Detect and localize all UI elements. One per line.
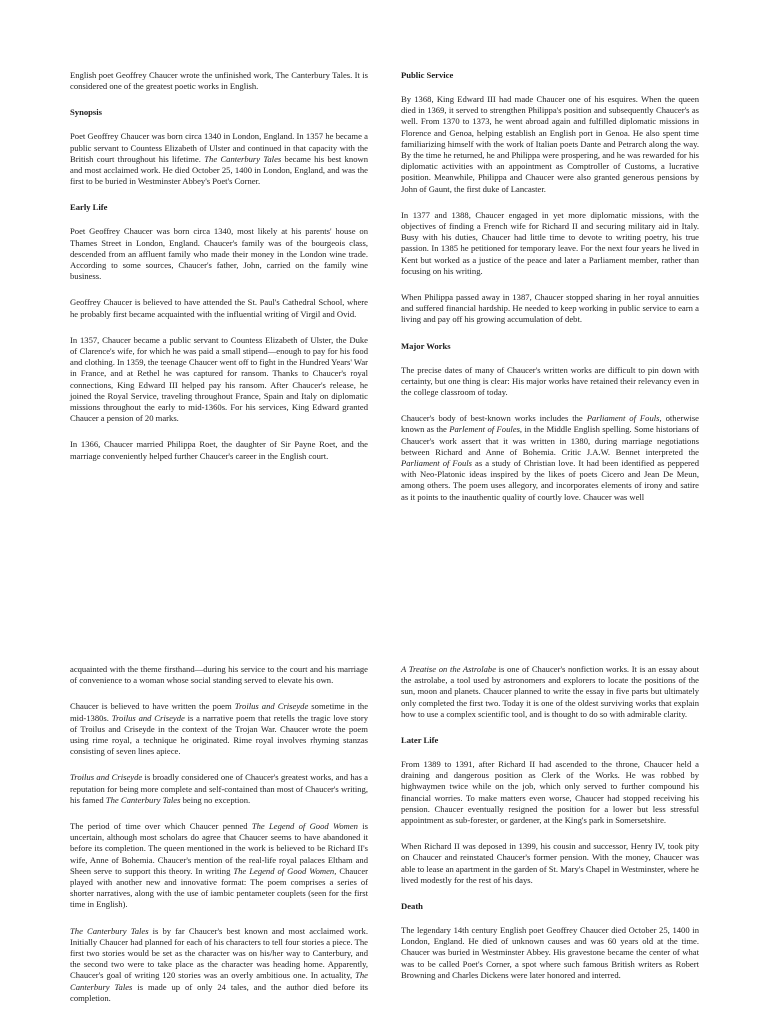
page1-right-column xyxy=(401,70,699,518)
astrolabe-paragraph: A Treatise on the Astrolabe is one of Chaucer's nonfiction works. It is an essay about the astrolabe, a tool used by astronomers and explorers to locate the positions of the sun, moon and planets. Chaucer planned to write the essay in five parts but ultimately only completed the first two. Today it is one of the oldest surviving works that explain how to use a complex scientific tool, and is thought to do so with admirable clarity. xyxy=(401,664,699,719)
early-life-paragraph-1: Poet Geoffrey Chaucer was born circa 1340, most likely at his parents' house on Thames Street in London, England. Chaucer's family was of the bourgeois class, descended from an affluent family who made their money in the London wine trade. According to some sources, Chaucer's father, John, carried on the family wine business. xyxy=(70,226,368,282)
major-works-paragraph-2: Chaucer's body of best-known works includes the Parliament of Fouls, otherwise known as the Parlement of Foules, in the Middle English spelling. Some historians of Chaucer's work assert that it was written in 1380, during marriage negotiations between Richard and Anne of Bohemia. Critic J.A.W. Bennet interpreted the Parliament of Fouls as a study of Christian love. It had been identified as peppered with Neo-Platonic ideas inspired by the likes of poets Cicero and Jean De Meun, among others. The poem uses allegory, and incorporates elements of irony and satire as it points to the inauthentic quality of courtly love. Chaucer was well xyxy=(401,413,700,502)
later-life-paragraph-2: When Richard II was deposed in 1399, his cousin and successor, Henry IV, took pity on Chaucer and reinstated Chaucer's former pension. With the money, Chaucer was able to lease an apartment in the garden of St. Mary's Chapel in Westminster, where he lived modestly for the rest of his days. xyxy=(401,841,699,885)
canterbury-paragraph: The Canterbury Tales is by far Chaucer's best known and most acclaimed work. Initially Chaucer had planned for each of his characters to tell four stories a piece. The first two stories would be set as the character was on his/her way to Canterbury, and the second two were to take place as the character was heading home. Apparently, Chaucer's goal of writing 120 stories was an overly ambitious one. In actuality, The Canterbury Tales is made up of only 24 tales, and the author died before its completion. xyxy=(70,925,368,1003)
synopsis-heading: Synopsis xyxy=(70,107,103,118)
major-works-heading: Major Works xyxy=(401,340,451,351)
early-life-paragraph-3: In 1357, Chaucer became a public servant to Countess Elizabeth of Ulster, the Duke of Clarence's wife, for which he was paid a small stipend—enough to pay for his food and clothing. In 1359, the teenage Chaucer went off to fight in the Hundred Years' War in France, and at Rethel he was captured for ransom. Thanks to Chaucer's royal connections, King Edward III helped pay his ransom. After Chaucer's release, he joined the Royal Service, traveling throughout France, Spain and Italy on diplomatic missions throughout the early to mid-1360s. For his services, King Edward granted Chaucer a pension of 20 marks. xyxy=(70,334,368,424)
early-life-paragraph-2: Geoffrey Chaucer is believed to have attended the St. Paul's Cathedral School, where he probably first became acquainted with the influential writing of Virgil and Ovid. xyxy=(70,297,368,319)
public-service-paragraph-3: When Philippa passed away in 1387, Chaucer stopped sharing in her royal annuities and suffered financial hardship. He needed to keep working in public service to earn a living and pay off his growing accumulation of debt. xyxy=(401,292,699,325)
continued-paragraph: acquainted with the theme firsthand—during his service to the court and his marriage of convenience to a woman whose social standing served to elevate his own. xyxy=(70,664,368,686)
later-life-heading: Later Life xyxy=(401,735,439,746)
page1-left-column xyxy=(70,70,368,477)
early-life-paragraph-4: In 1366, Chaucer married Philippa Roet, the daughter of Sir Payne Roet, and the marriage conveniently helped further Chaucer's career in the English court. xyxy=(70,439,368,461)
early-life-heading: Early Life xyxy=(70,202,108,213)
intro-paragraph: English poet Geoffrey Chaucer wrote the unfinished work, The Canterbury Tales. It is considered one of the greatest poetic works in English. xyxy=(70,70,368,92)
death-paragraph: The legendary 14th century English poet Geoffrey Chaucer died October 25, 1400 in London, England. He died of unknown causes and was 60 years old at the time. Chaucer was buried in Westminster Abbey. His gravestone became the center of what was to be called Poet's Corner, a spot where such famous British writers as Robert Browning and Charles Dickens were later honored and interred. xyxy=(401,925,699,980)
legend-paragraph: The period of time over which Chaucer penned The Legend of Good Women is uncertain, although most scholars do agree that Chaucer seems to have abandoned it before its completion. The queen mentioned in the work is believed to be Richard II's wife, Anne of Bohemia. Chaucer's mention of the real-life royal palaces Eltham and Sheen serve to support this theory. In writing The Legend of Good Women, Chaucer played with another new and innovative format: The poem comprises a series of shorter narratives, along with the use of iambic pentameter couplets (seen for the first time in English). xyxy=(70,821,368,910)
major-works-paragraph-1: The precise dates of many of Chaucer's written works are difficult to pin down with certainty, but one thing is clear: His major works have retained their relevancy even in the college classroom of today. xyxy=(401,364,699,398)
page2-right-column xyxy=(401,664,699,981)
death-heading: Death xyxy=(401,901,423,912)
page2-left-column xyxy=(70,664,368,1024)
troilus-reputation-paragraph: Troilus and Criseyde is broadly considered one of Chaucer's greatest works, and has a reputation for being more complete and self-contained than most of Chaucer's writing, his famed The Canterbury Tales being no exception. xyxy=(70,772,368,805)
synopsis-paragraph: Poet Geoffrey Chaucer was born circa 1340 in London, England. In 1357 he became a public servant to Countess Elizabeth of Ulster and continued in that capacity with the British court throughout his lifetime. The Canterbury Tales became his best known and most acclaimed work. He died October 25, 1400 in London, England, and was the first to be buried in Westminster Abbey's Poet's Corner. xyxy=(70,131,368,187)
public-service-paragraph-1: By 1368, King Edward III had made Chaucer one of his esquires. When the queen died in 1369, it served to strengthen Philippa's position and subsequently Chaucer's as well. From 1370 to 1373, he went abroad again and fulfilled diplomatic missions in Florence and Genoa, helping establish an English port in Genoa. He also spent time familiarizing himself with the work of Italian poets Dante and Petrarch along the way. By the time he returned, he and Philippa were prospering, and he was rewarded for his diplomatic activities with an appointment as Comptroller of Customs, a lucrative position. Meanwhile, Philippa and Chaucer were also granted generous pensions by John of Gaunt, the first duke of Lancaster. xyxy=(401,94,699,194)
public-service-paragraph-2: In 1377 and 1388, Chaucer engaged in yet more diplomatic missions, with the objectives of finding a French wife for Richard II and securing military aid in Italy. Busy with his duties, Chaucer had little time to devote to writing poetry, his true passion. In 1385 he petitioned for temporary leave. For the next four years he lived in Kent but worked as a justice of the peace and later a Parliament member, rather than focusing on his writing. xyxy=(401,209,699,276)
later-life-paragraph-1: From 1389 to 1391, after Richard II had ascended to the throne, Chaucer held a draining and dangerous position as Clerk of the Works. He was robbed by highwaymen twice while on the job, which only served to further compound his financial worries. To make matters even worse, Chaucer had stopped receiving his pension. Chaucer eventually resigned the position for a lower but less stressful appointment as sub-forester, or gardener, at the King's park in Somersetshire. xyxy=(401,759,699,826)
public-service-heading: Public Service xyxy=(401,70,454,80)
troilus-paragraph: Chaucer is believed to have written the poem Troilus and Criseyde sometime in the mid-1380s. Troilus and Criseyde is a narrative poem that retells the tragic love story of Troilus and Criseyde in the context of the Trojan War. Chaucer wrote the poem using rime royal, a technique he originated. Rime royal involves rhyming stanzas consisting of seven lines apiece. xyxy=(70,701,368,757)
